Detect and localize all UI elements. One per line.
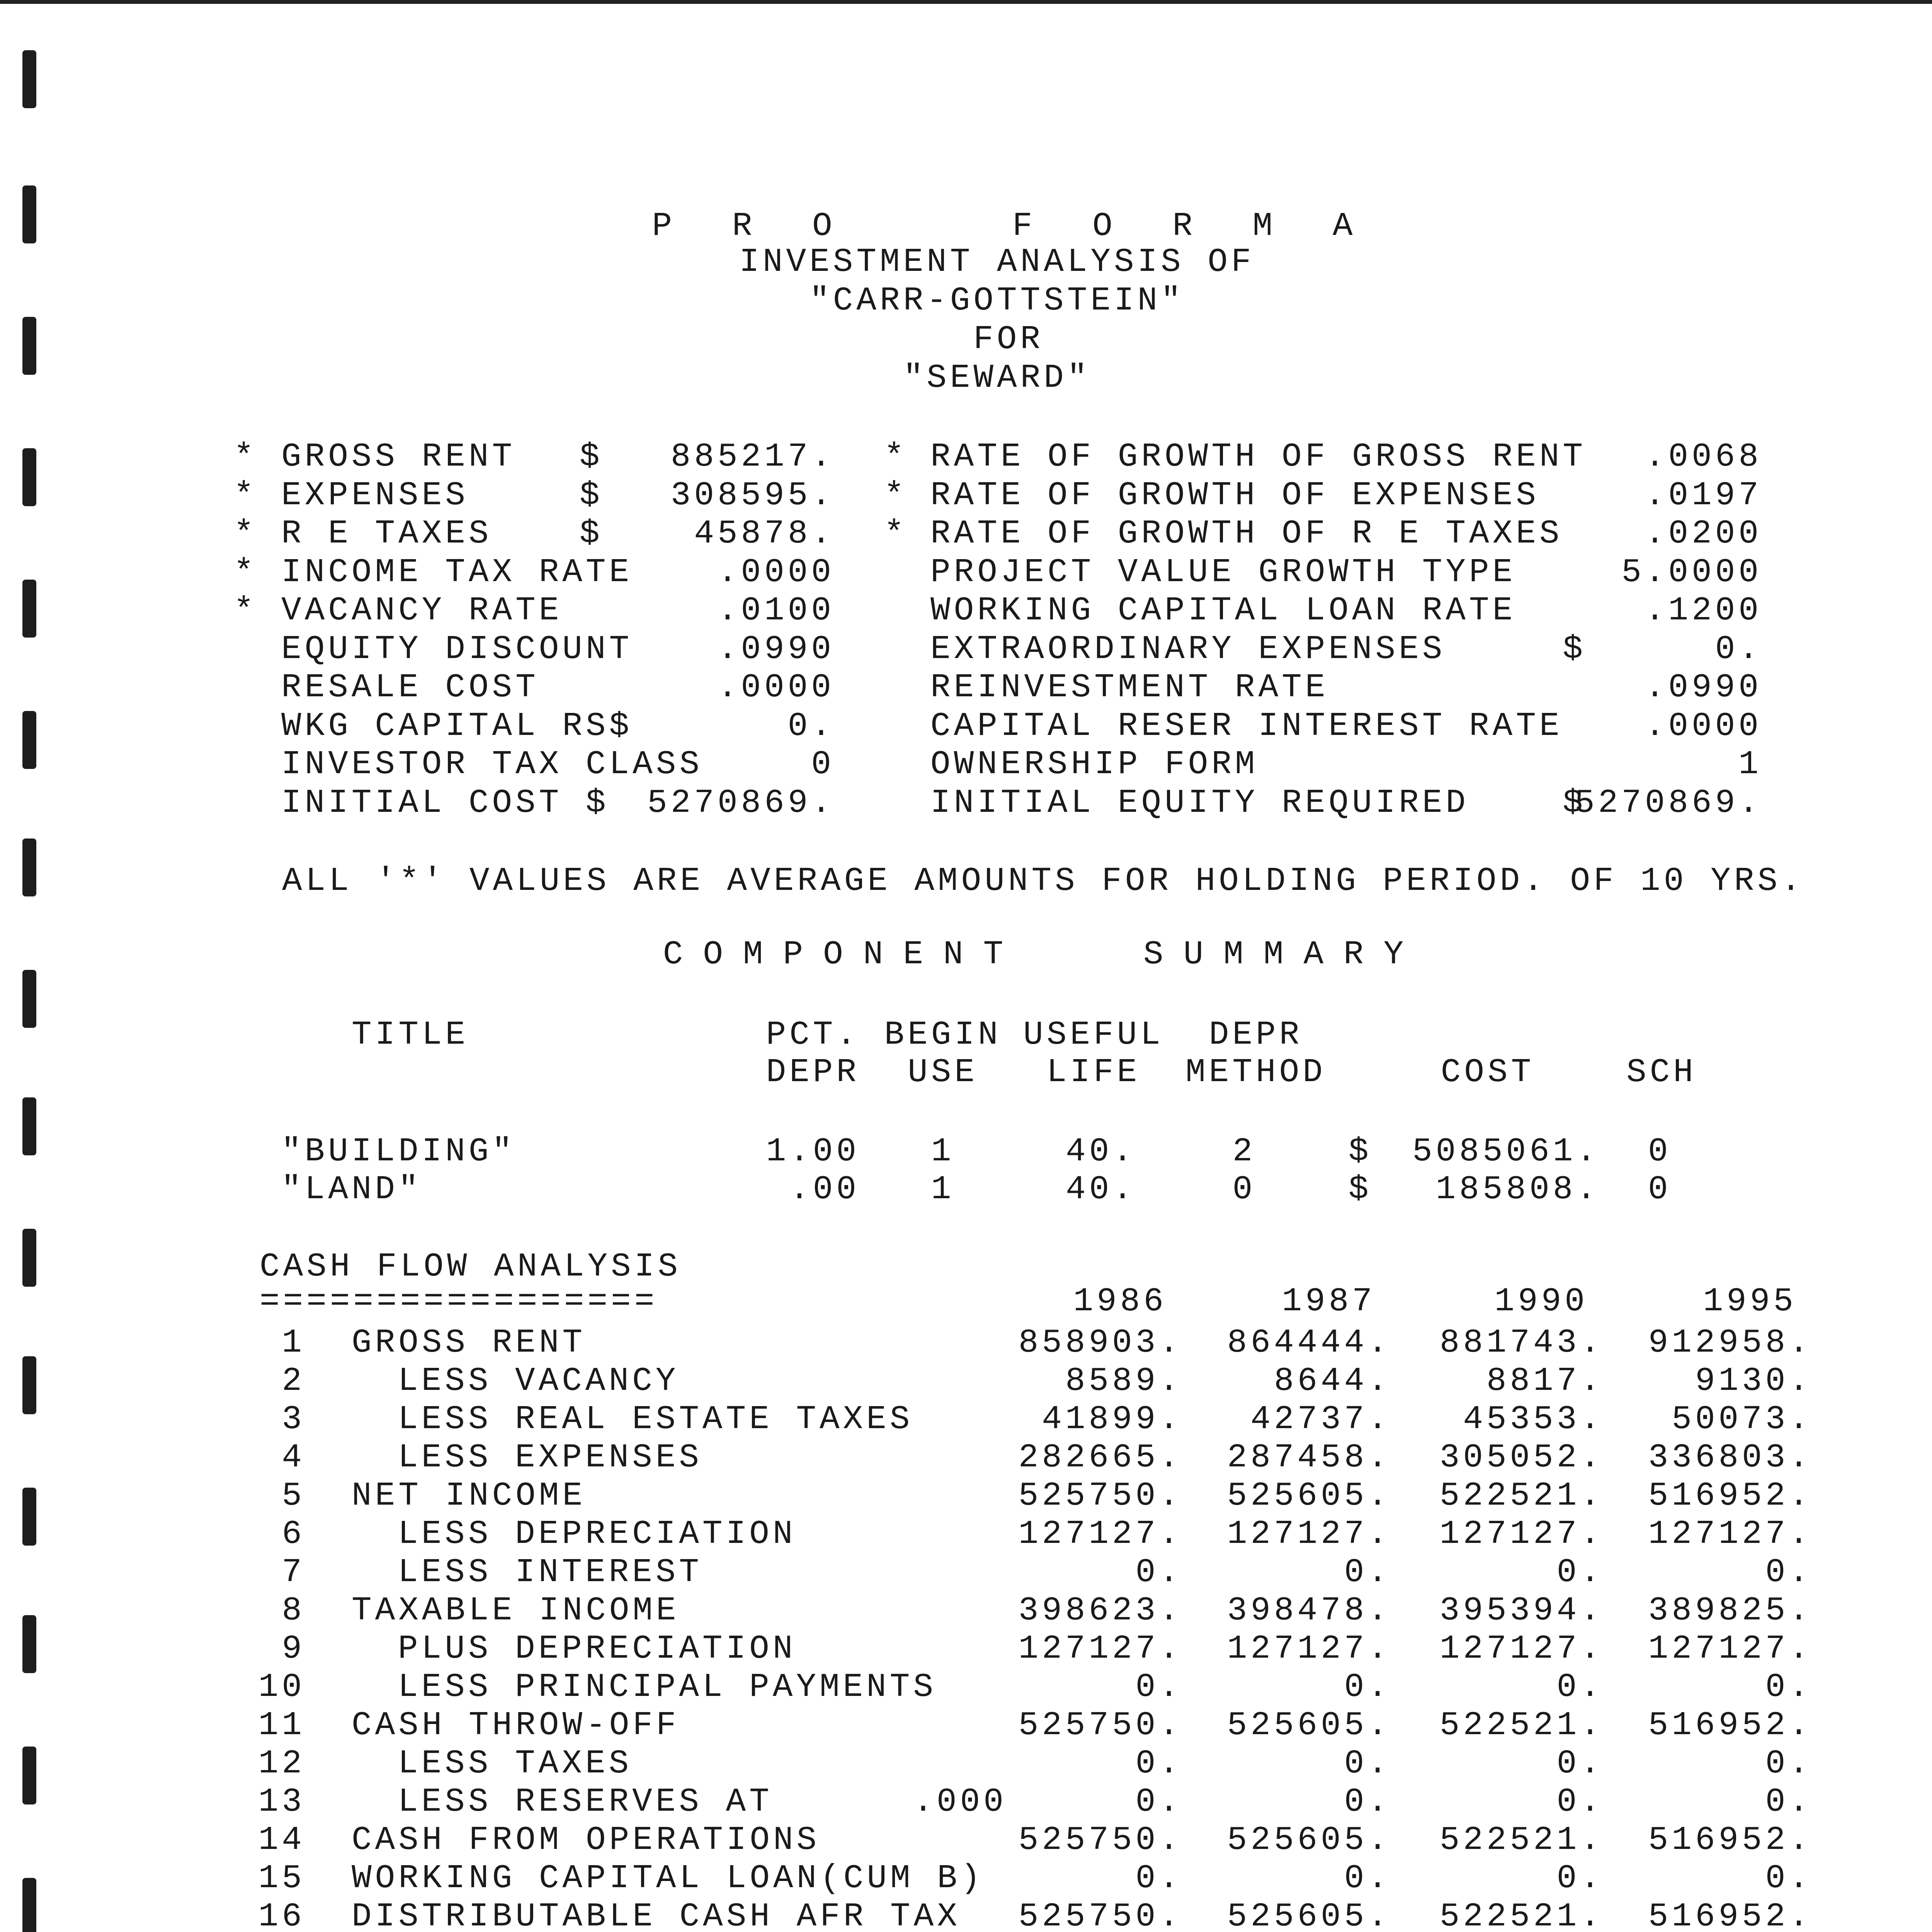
col-header-cost: COST <box>1440 1053 1535 1091</box>
cash-flow-value: 305052. <box>1439 1439 1604 1476</box>
cash-flow-value: 0. <box>1765 1859 1812 1897</box>
component-summary-title: COMPONENT SUMMARY <box>663 935 1424 973</box>
row-label: WORKING CAPITAL LOAN(CUM B) <box>352 1859 984 1897</box>
row-number: 4 <box>282 1439 305 1476</box>
component-pct-depr: 1.00 <box>766 1133 860 1170</box>
row-number: 8 <box>282 1592 305 1629</box>
cash-flow-underline: ================= <box>260 1282 658 1320</box>
component-begin-use: 1 <box>931 1133 955 1170</box>
input-label: GROSS RENT <box>281 438 516 476</box>
component-currency: $ <box>1349 1170 1372 1208</box>
input-label: RESALE COST <box>281 668 539 706</box>
row-label: LESS PRINCIPAL PAYMENTS <box>398 1668 937 1706</box>
row-number: 16 <box>258 1898 305 1932</box>
cash-flow-value: 0. <box>1556 1745 1604 1782</box>
cash-flow-value: 525750. <box>1018 1898 1182 1932</box>
input-star: * <box>884 438 908 476</box>
cash-flow-value: 127127. <box>1648 1515 1812 1553</box>
input-label: R E TAXES <box>281 515 492 553</box>
input-star: * <box>884 515 908 553</box>
cash-flow-value: 50073. <box>1672 1400 1812 1438</box>
cash-flow-value: 0. <box>1135 1859 1182 1897</box>
col-header-life: LIFE <box>1046 1053 1141 1091</box>
input-value: .0000 <box>717 553 835 591</box>
input-label: EXTRAORDINARY EXPENSES $ <box>930 630 1587 668</box>
cash-flow-value: 0. <box>1765 1745 1812 1782</box>
cash-flow-value: 45353. <box>1463 1400 1604 1438</box>
cash-flow-value: 398623. <box>1018 1592 1182 1629</box>
cash-flow-value: 127127. <box>1018 1630 1182 1668</box>
row-number: 5 <box>282 1477 305 1515</box>
input-value: 5270869. <box>647 784 835 822</box>
row-label: NET INCOME <box>352 1477 586 1515</box>
cash-flow-value: 389825. <box>1648 1592 1812 1629</box>
component-sch: 0 <box>1648 1133 1672 1170</box>
input-label: INITIAL EQUITY REQUIRED $ <box>930 784 1587 822</box>
cash-flow-value: 0. <box>1765 1668 1812 1706</box>
col-header-useful: USEFUL <box>1023 1016 1164 1054</box>
cash-flow-value: 516952. <box>1648 1477 1812 1515</box>
row-label: LESS DEPRECIATION <box>398 1515 796 1553</box>
input-value: .0100 <box>717 592 835 629</box>
component-cost: 185808. <box>1435 1170 1600 1208</box>
row-number: 9 <box>282 1630 305 1668</box>
cash-flow-value: 525605. <box>1227 1706 1391 1744</box>
input-value: 5270869. <box>1575 784 1762 822</box>
cash-flow-value: 282665. <box>1018 1439 1182 1476</box>
input-currency: $ <box>580 476 603 514</box>
component-useful-life: 40. <box>1066 1170 1136 1208</box>
cash-flow-value: 881743. <box>1439 1324 1604 1362</box>
input-star: * <box>234 553 257 591</box>
input-value: 0. <box>1715 630 1762 668</box>
input-label: REINVESTMENT RATE <box>930 668 1329 706</box>
row-number: 14 <box>258 1821 305 1859</box>
year-header: 1995 <box>1703 1282 1797 1320</box>
cash-flow-value: 522521. <box>1439 1706 1604 1744</box>
cash-flow-value: 0. <box>1344 1783 1391 1821</box>
input-value: 5.0000 <box>1621 553 1762 591</box>
row-number: 12 <box>258 1745 305 1782</box>
cash-flow-value: 864444. <box>1227 1324 1391 1362</box>
component-pct-depr: .00 <box>789 1170 860 1208</box>
input-value: 885217. <box>670 438 835 476</box>
row-label: GROSS RENT <box>352 1324 586 1362</box>
component-begin-use: 1 <box>931 1170 955 1208</box>
input-value: 308595. <box>670 476 835 514</box>
row-number: 11 <box>258 1706 305 1744</box>
title-investment-analysis: INVESTMENT ANALYSIS OF <box>739 243 1255 281</box>
input-star: * <box>884 476 908 514</box>
cash-flow-value: 127127. <box>1439 1630 1604 1668</box>
title-company-name: "CARR-GOTTSTEIN" <box>810 282 1184 320</box>
cash-flow-value: 8589. <box>1065 1362 1182 1400</box>
cash-flow-value: 127127. <box>1227 1515 1391 1553</box>
input-value: 0. <box>787 707 835 745</box>
cash-flow-value: 516952. <box>1648 1821 1812 1859</box>
input-value: .0068 <box>1645 438 1762 476</box>
row-label: CASH THROW-OFF <box>352 1706 680 1744</box>
input-label: VACANCY RATE <box>281 592 563 629</box>
cash-flow-value: 522521. <box>1439 1477 1604 1515</box>
cash-flow-value: 127127. <box>1018 1515 1182 1553</box>
cash-flow-value: 287458. <box>1227 1439 1391 1476</box>
cash-flow-value: 0. <box>1765 1783 1812 1821</box>
cash-flow-title: CASH FLOW ANALYSIS <box>260 1248 681 1286</box>
component-currency: $ <box>1349 1133 1372 1170</box>
cash-flow-value: 0. <box>1556 1783 1604 1821</box>
cash-flow-value: 8817. <box>1486 1362 1604 1400</box>
input-label: CAPITAL RESER INTEREST RATE <box>930 707 1563 745</box>
row-number: 3 <box>282 1400 305 1438</box>
input-label: WORKING CAPITAL LOAN RATE <box>930 592 1516 629</box>
cash-flow-value: 525750. <box>1018 1477 1182 1515</box>
input-label: OWNERSHIP FORM <box>930 745 1259 783</box>
input-value: .1200 <box>1645 592 1762 629</box>
title-location: "SEWARD" <box>903 359 1091 397</box>
input-value: .0990 <box>1645 668 1762 706</box>
cash-flow-value: 525605. <box>1227 1821 1391 1859</box>
col-header-title: TITLE <box>352 1016 469 1054</box>
cash-flow-value: 525750. <box>1018 1821 1182 1859</box>
input-value: .0197 <box>1645 476 1762 514</box>
year-header: 1986 <box>1073 1282 1167 1320</box>
cash-flow-value: 0. <box>1765 1553 1812 1591</box>
cash-flow-value: 525605. <box>1227 1898 1391 1932</box>
row-label: LESS RESERVES AT .000 <box>398 1783 1007 1821</box>
cash-flow-value: 0. <box>1135 1783 1182 1821</box>
col-header-begin: BEGIN <box>884 1016 1002 1054</box>
row-label: LESS REAL ESTATE TAXES <box>398 1400 913 1438</box>
component-depr-method: 2 <box>1232 1133 1256 1170</box>
cash-flow-value: 0. <box>1556 1859 1604 1897</box>
component-sch: 0 <box>1648 1170 1672 1208</box>
cash-flow-value: 516952. <box>1648 1706 1812 1744</box>
col-header-use: USE <box>908 1053 978 1091</box>
row-label: LESS INTEREST <box>398 1553 702 1591</box>
cash-flow-value: 127127. <box>1648 1630 1812 1668</box>
component-title: "BUILDING" <box>281 1133 516 1170</box>
row-label: DISTRIBUTABLE CASH AFR TAX <box>352 1898 961 1932</box>
input-label: RATE OF GROWTH OF GROSS RENT <box>930 438 1587 476</box>
cash-flow-value: 127127. <box>1439 1515 1604 1553</box>
row-label: CASH FROM OPERATIONS <box>352 1821 820 1859</box>
col-header-depr: DEPR <box>766 1053 860 1091</box>
row-number: 2 <box>282 1362 305 1400</box>
holding-period-note: ALL '*' VALUES ARE AVERAGE AMOUNTS FOR HOLDING PERIOD. OF 10 YRS. <box>282 862 1804 900</box>
cash-flow-value: 0. <box>1135 1745 1182 1782</box>
input-value: 1 <box>1738 745 1762 783</box>
cash-flow-value: 858903. <box>1018 1324 1182 1362</box>
row-label: LESS TAXES <box>398 1745 633 1782</box>
year-header: 1990 <box>1494 1282 1588 1320</box>
cash-flow-value: 0. <box>1344 1668 1391 1706</box>
cash-flow-value: 522521. <box>1439 1898 1604 1932</box>
input-value: .0000 <box>1645 707 1762 745</box>
cash-flow-value: 9130. <box>1695 1362 1812 1400</box>
row-number: 10 <box>258 1668 305 1706</box>
cash-flow-value: 0. <box>1344 1553 1391 1591</box>
cash-flow-value: 912958. <box>1648 1324 1812 1362</box>
col-header-depr-method-2: METHOD <box>1185 1053 1326 1091</box>
cash-flow-value: 398478. <box>1227 1592 1391 1629</box>
input-value: .0200 <box>1645 515 1762 553</box>
cash-flow-value: 522521. <box>1439 1821 1604 1859</box>
row-number: 6 <box>282 1515 305 1553</box>
input-label: EXPENSES <box>281 476 469 514</box>
cash-flow-value: 127127. <box>1227 1630 1391 1668</box>
input-currency: $ <box>580 515 603 553</box>
input-label: WKG CAPITAL RS$ <box>281 707 633 745</box>
cash-flow-value: 0. <box>1556 1668 1604 1706</box>
component-title: "LAND" <box>281 1170 422 1208</box>
component-cost: 5085061. <box>1412 1133 1600 1170</box>
cash-flow-value: 0. <box>1344 1745 1391 1782</box>
row-label: LESS VACANCY <box>398 1362 679 1400</box>
component-depr-method: 0 <box>1232 1170 1256 1208</box>
cash-flow-value: 395394. <box>1439 1592 1604 1629</box>
input-label: RATE OF GROWTH OF R E TAXES <box>930 515 1563 553</box>
cash-flow-value: 0. <box>1135 1668 1182 1706</box>
cash-flow-value: 0. <box>1344 1859 1391 1897</box>
row-number: 13 <box>258 1783 305 1821</box>
input-label: INCOME TAX RATE <box>281 553 633 591</box>
cash-flow-value: 516952. <box>1648 1898 1812 1932</box>
input-star: * <box>234 438 257 476</box>
cash-flow-value: 41899. <box>1042 1400 1182 1438</box>
input-value: 45878. <box>694 515 835 553</box>
input-label: PROJECT VALUE GROWTH TYPE <box>930 553 1516 591</box>
input-label: INVESTOR TAX CLASS <box>281 745 703 783</box>
cash-flow-value: 42737. <box>1250 1400 1391 1438</box>
title-pro-forma: P R O F O R M A <box>652 207 1373 245</box>
input-star: * <box>234 515 257 553</box>
input-label: INITIAL COST $ <box>281 784 609 822</box>
component-useful-life: 40. <box>1066 1133 1136 1170</box>
cash-flow-value: 0. <box>1135 1553 1182 1591</box>
input-value: .0000 <box>717 668 835 706</box>
row-label: LESS EXPENSES <box>398 1439 702 1476</box>
row-label: PLUS DEPRECIATION <box>398 1630 796 1668</box>
input-value: .0990 <box>717 630 835 668</box>
title-for: FOR <box>973 320 1044 358</box>
input-currency: $ <box>580 438 603 476</box>
cash-flow-value: 525605. <box>1227 1477 1391 1515</box>
input-label: EQUITY DISCOUNT <box>281 630 633 668</box>
row-label: TAXABLE INCOME <box>352 1592 680 1629</box>
col-header-sch: SCH <box>1626 1053 1697 1091</box>
row-number: 1 <box>282 1324 305 1362</box>
row-number: 15 <box>258 1859 305 1897</box>
cash-flow-value: 0. <box>1556 1553 1604 1591</box>
col-header-depr-method-1: DEPR <box>1209 1016 1303 1054</box>
input-value: 0 <box>811 745 835 783</box>
col-header-pct: PCT. <box>766 1016 860 1054</box>
input-star: * <box>234 592 257 629</box>
input-label: RATE OF GROWTH OF EXPENSES <box>930 476 1539 514</box>
cash-flow-value: 8644. <box>1274 1362 1391 1400</box>
cash-flow-value: 336803. <box>1648 1439 1812 1476</box>
row-number: 7 <box>282 1553 305 1591</box>
input-star: * <box>234 476 257 514</box>
cash-flow-value: 525750. <box>1018 1706 1182 1744</box>
year-header: 1987 <box>1282 1282 1376 1320</box>
